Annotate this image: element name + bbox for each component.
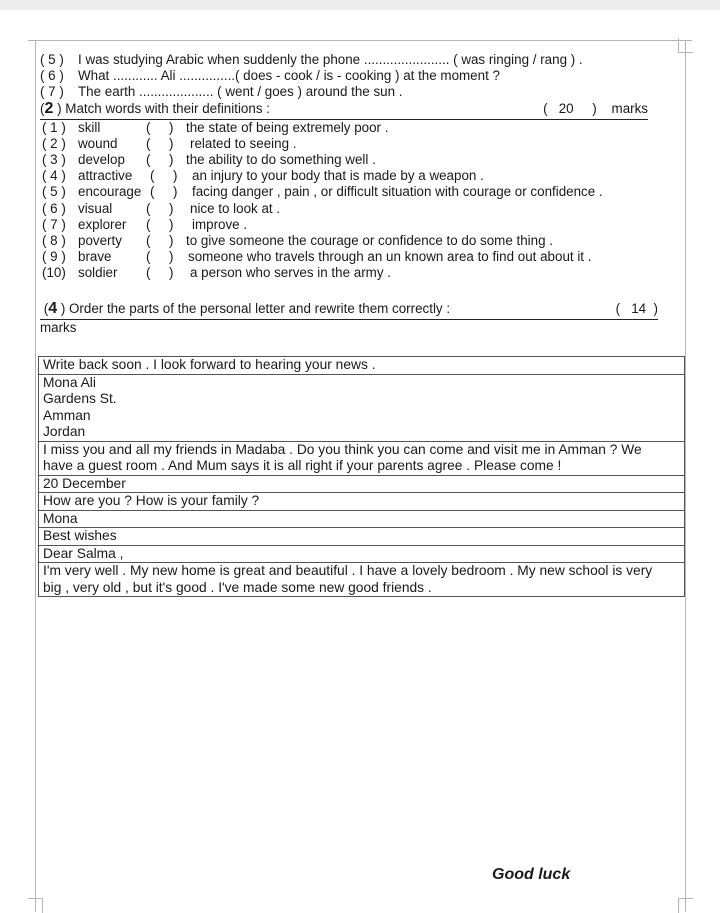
letter-part-line: Amman	[43, 407, 91, 423]
match-item-word: explorer	[78, 216, 127, 232]
letter-part-line: Dear Salma ,	[43, 545, 124, 561]
letter-part-line: Best wishes	[43, 528, 117, 543]
section4-title: ) Order the parts of the personal letter and rewrite them correctly :	[60, 301, 451, 317]
match-item-definition: an injury to your body that is made by a weapon .	[192, 168, 484, 184]
match-item-number: ( 7 )	[42, 216, 66, 232]
worksheet-page	[40, 52, 690, 337]
match-item-definition: facing danger , pain , or difficult situation with courage or confidence .	[192, 184, 603, 200]
letter-part-cell	[39, 475, 685, 493]
section1-grammar-items	[40, 52, 690, 101]
match-item-number: ( 8 )	[42, 232, 66, 248]
match-item-word: visual	[78, 200, 113, 216]
match-item	[40, 265, 690, 281]
letter-part-row	[39, 528, 685, 546]
page-corner-mark-bottom-right	[678, 898, 693, 913]
match-item-definition: someone who travels through an un known area to find out about it .	[188, 249, 592, 265]
letter-part-row	[39, 493, 685, 511]
letter-part-line: have a guest room . And Mum says it is all right if your parents agree . Please come !	[43, 458, 562, 473]
section4-marks-label: marks	[40, 320, 77, 336]
match-item-definition: the ability to do something well .	[186, 151, 376, 167]
match-item	[40, 233, 690, 249]
match-item-definition: a person who serves in the army .	[190, 265, 391, 281]
letter-part-cell	[39, 510, 685, 528]
letter-part-line: How are you ? How is your family ?	[43, 493, 260, 508]
match-item-definition: improve .	[192, 216, 248, 232]
section4-number: 4	[48, 300, 58, 318]
match-answer-blank[interactable]: ( )	[146, 119, 174, 135]
match-item-word: poverty	[78, 232, 122, 248]
letter-part-row	[39, 510, 685, 528]
match-answer-blank[interactable]: ( )	[146, 265, 174, 281]
letter-part-row	[39, 441, 685, 475]
letter-part-line: big , very old , but it's good . I've made some new good friends .	[43, 579, 432, 595]
letter-part-line: Write back soon . I look forward to hearing your news .	[43, 357, 376, 372]
match-item	[40, 168, 690, 184]
match-item	[40, 217, 690, 233]
match-item-word: wound	[78, 135, 118, 151]
grammar-item-text: I was studying Arabic when suddenly the phone ....................... ( was ringing / rang ) .	[78, 52, 583, 67]
match-item-word: skill	[78, 119, 101, 135]
match-answer-blank[interactable]: ( )	[146, 216, 174, 232]
section4-heading: (4 ) Order the parts of the personal letter and rewrite them correctly : ( 14 )	[40, 301, 658, 320]
grammar-item-number: ( 5 )	[40, 52, 64, 67]
grammar-item	[40, 84, 690, 100]
match-item-definition: related to seeing .	[190, 135, 297, 151]
section2-number: 2	[44, 99, 54, 117]
section2-title: ) Match words with their definitions :	[57, 100, 270, 116]
match-answer-blank[interactable]: ( )	[150, 184, 178, 200]
letter-part-line: 20 December	[43, 475, 126, 491]
page-frame-left	[35, 40, 36, 912]
match-item	[40, 249, 690, 265]
letter-part-cell	[39, 441, 685, 475]
match-item-word: encourage	[78, 184, 142, 200]
letter-parts-table	[38, 356, 685, 597]
section2-marks: ( 20 ) marks	[543, 100, 648, 116]
letter-part-cell	[39, 374, 685, 441]
letter-part-line: Mona Ali	[43, 374, 96, 390]
section4-marks-value: ( 14 )	[615, 301, 658, 317]
match-item	[40, 136, 690, 152]
match-item-definition: to give someone the courage or confidence to do some thing .	[186, 232, 553, 248]
match-item-number: ( 4 )	[42, 168, 66, 184]
section2-heading: (2 ) Match words with their definitions : ( 20 ) marks	[40, 101, 648, 120]
letter-part-line: Mona	[43, 510, 78, 526]
letter-part-row	[39, 563, 685, 597]
letter-part-cell	[39, 545, 685, 563]
match-item-number: ( 6 )	[42, 200, 66, 216]
match-item-word: soldier	[78, 265, 118, 281]
letter-part-row	[39, 545, 685, 563]
letter-part-cell	[39, 357, 685, 375]
grammar-item-number: ( 7 )	[40, 84, 64, 100]
match-item-word: brave	[78, 249, 112, 265]
good-luck-closing: Good luck	[492, 866, 571, 883]
match-item-definition: nice to look at .	[190, 200, 281, 216]
letter-part-cell	[39, 528, 685, 546]
match-answer-blank[interactable]: ( )	[146, 151, 174, 167]
match-item-number: ( 1 )	[42, 119, 66, 135]
grammar-item-number: ( 6 )	[40, 68, 64, 84]
match-item-number: ( 3 )	[42, 151, 66, 167]
match-item-number: ( 2 )	[42, 135, 66, 151]
grammar-item	[40, 52, 690, 68]
letter-part-row	[39, 357, 685, 375]
match-item-number: ( 5 )	[42, 184, 66, 200]
letter-part-row	[39, 374, 685, 441]
letter-part-cell	[39, 493, 685, 511]
page-corner-mark-bottom-left	[28, 898, 43, 913]
letter-part-line: Gardens St.	[43, 391, 117, 406]
letter-part-line: Jordan	[43, 424, 86, 439]
page-frame-top	[28, 40, 692, 41]
section2-match-list	[40, 120, 690, 282]
match-item	[40, 184, 690, 200]
match-item-number: (10)	[42, 265, 66, 281]
match-item-word: develop	[78, 151, 125, 167]
match-answer-blank[interactable]: ( )	[146, 200, 174, 216]
grammar-item-text: What ............ Ali ...............( does - cook / is - cooking ) at the moment ?	[78, 68, 500, 84]
viewer-top-bar	[0, 0, 720, 10]
grammar-item-text: The earth .................... ( went / goes ) around the sun .	[78, 84, 403, 100]
letter-part-line: I'm very well . My new home is great and beautiful . I have a lovely bedroom . My new school is very	[43, 563, 653, 578]
page-corner-mark-top-right	[678, 38, 693, 53]
grammar-item	[40, 68, 690, 84]
letter-part-line: I miss you and all my friends in Madaba . Do you think you can come and visit me in Amman ? We	[43, 441, 642, 457]
match-answer-blank[interactable]: ( )	[146, 232, 174, 248]
letter-part-cell	[39, 563, 685, 597]
match-item-number: ( 9 )	[42, 249, 66, 265]
letter-part-row	[39, 475, 685, 493]
match-answer-blank[interactable]: ( )	[146, 249, 174, 265]
match-item	[40, 201, 690, 217]
match-answer-blank[interactable]: ( )	[146, 135, 174, 151]
match-answer-blank[interactable]: ( )	[150, 168, 178, 184]
match-item-definition: the state of being extremely poor .	[186, 119, 389, 135]
match-item	[40, 152, 690, 168]
match-item-word: attractive	[78, 168, 133, 184]
match-item	[40, 120, 690, 136]
